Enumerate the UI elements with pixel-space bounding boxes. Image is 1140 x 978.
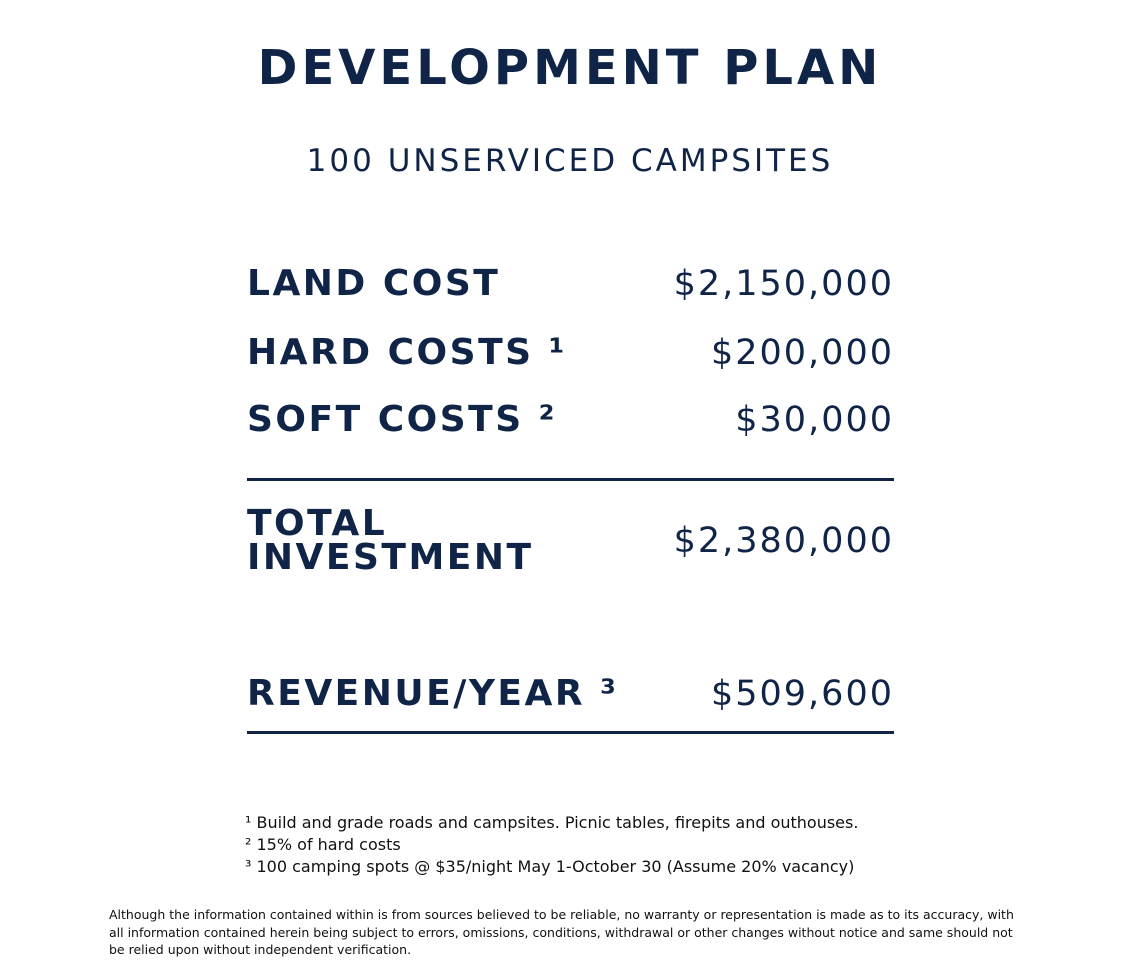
total-label-line1: TOTAL [247,503,388,544]
divider-rule-subtotal [247,478,894,481]
cost-label-land: LAND COST [247,263,501,304]
revenue-value: $509,600 [710,673,894,714]
cost-label-hard: HARD COSTS ¹ [247,332,567,373]
revenue-row [247,673,894,714]
total-label [247,503,567,578]
footnote-1: ¹ Build and grade roads and campsites. Picnic tables, firepits and outhouses. [245,813,859,832]
cost-row-soft [247,399,894,440]
cost-value-soft: $30,000 [735,399,894,440]
footnotes [245,812,858,878]
divider-rule-revenue [247,731,894,734]
revenue-label: REVENUE/YEAR ³ [247,673,619,714]
total-value: $2,380,000 [673,520,894,561]
cost-label-soft: SOFT COSTS ² [247,399,557,440]
cost-row-land [247,263,894,304]
cost-row-hard [247,332,894,373]
cost-value-hard: $200,000 [710,332,894,373]
page-subtitle: 100 UNSERVICED CAMPSITES [306,143,834,179]
footnote-2: ² 15% of hard costs [245,835,401,854]
cost-value-land: $2,150,000 [673,263,894,304]
total-label-line2: INVESTMENT [247,537,534,578]
total-row [247,503,894,578]
disclaimer: Although the information contained within is from sources believed to be reliable, no warranty or representation is made as to its accuracy, with all information contained herein being subject to errors, omissions, conditions, withdrawal or other changes without notice and same should not be relied upon without independent verification. [109,907,1014,957]
page-title: DEVELOPMENT PLAN [257,40,883,96]
footnote-3: ³ 100 camping spots @ $35/night May 1-October 30 (Assume 20% vacancy) [245,857,855,876]
